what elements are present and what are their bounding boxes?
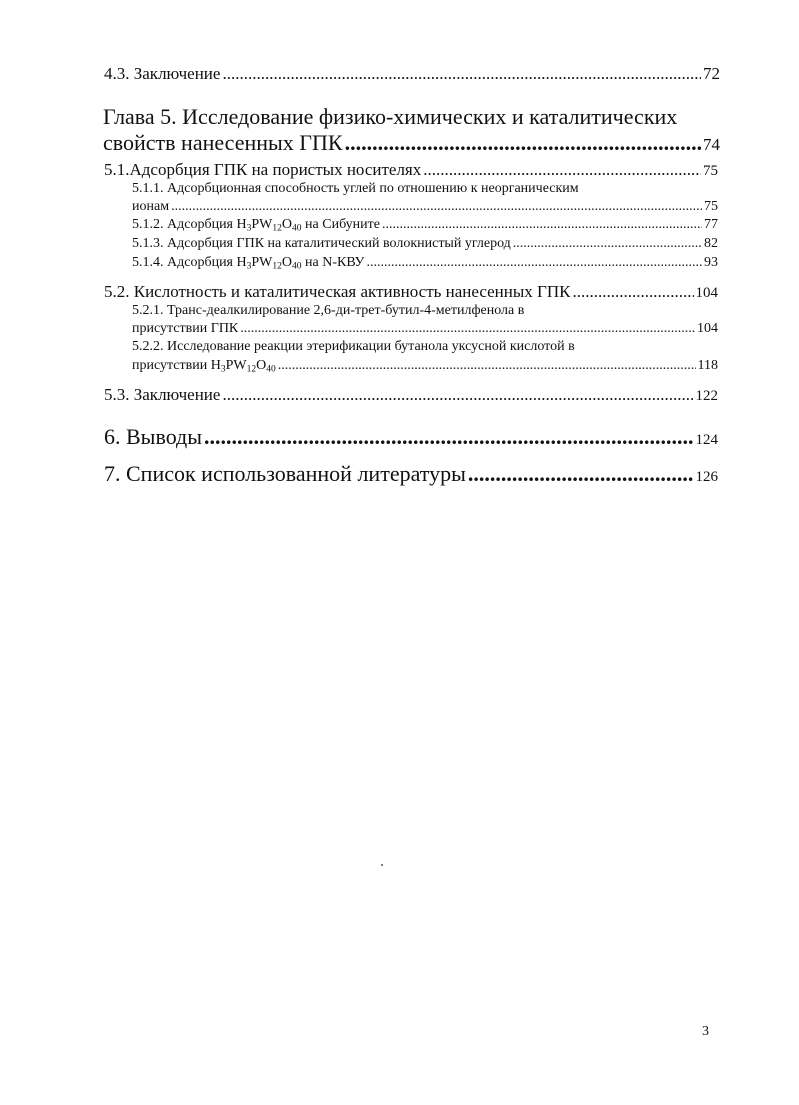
toc-entry-5-1-3 (132, 236, 718, 252)
toc-entry-4-3 (104, 64, 720, 84)
toc-entry-page: 126 (695, 469, 718, 485)
toc-entry-5-3 (104, 385, 718, 405)
toc-entry-title: 5.1.Адсорбция ГПК на пористых носителях (104, 160, 422, 179)
leader-dots (423, 161, 701, 178)
leader-dots (345, 132, 701, 154)
toc-entry-title: 5.1.4. Адсорбция $H_3PW_{12}O_{40}$ на N-КВУ (132, 255, 365, 272)
toc-entry-5-1 (104, 160, 718, 180)
page-number: 3 (702, 1024, 709, 1039)
toc-entry-page: 75 (704, 199, 718, 214)
toc-entry-title: 7. Список использованной литературы (104, 461, 466, 486)
leader-dots (513, 237, 702, 251)
toc-entry-page: 104 (695, 285, 718, 301)
toc-entry-title: ионам (132, 199, 170, 214)
toc-entry-page: 72 (703, 64, 720, 83)
toc-entry-title: 6. Выводы (104, 424, 203, 449)
toc-entry-5-2-1 (132, 321, 718, 337)
toc-entry-7 (104, 461, 718, 487)
leader-dots (278, 359, 696, 373)
toc-chapter-5 (103, 130, 720, 156)
toc-entry-title: присутствии $H_3PW_{12}O_{40}$ (132, 358, 276, 375)
leader-dots (366, 256, 702, 270)
leader-dots (382, 218, 702, 232)
leader-dots (171, 200, 702, 214)
toc-entry-5-1-1-line1: 5.1.1. Адсорбционная способность углей по отношению к неорганическим (132, 181, 579, 196)
toc-entry-page: 118 (697, 358, 718, 373)
toc-entry-page: 75 (703, 163, 718, 179)
toc-entry-5-2-2 (132, 358, 718, 374)
toc-entry-page: 77 (704, 217, 718, 232)
toc-entry-title: присутствии ГПК (132, 321, 239, 336)
toc-entry-title: 5.1.3. Адсорбция ГПК на каталитический волокнистый углерод (132, 236, 511, 251)
toc-entry-title: 4.3. Заключение (104, 64, 221, 83)
toc-entry-title: 5.2. Кислотность и каталитическая активность нанесенных ГПК (104, 282, 571, 301)
toc-chapter-5-title-line1: Глава 5. Исследование физико-химических и каталитических (103, 104, 678, 129)
toc-entry-page: 124 (695, 432, 718, 448)
toc-entry-title: свойств нанесенных ГПК (103, 130, 343, 155)
toc-entry-page: 104 (697, 321, 718, 336)
toc-entry-page: 122 (695, 388, 718, 404)
toc-entry-page: 82 (704, 236, 718, 251)
toc-entry-5-1-1 (132, 199, 718, 215)
leader-dots (572, 283, 693, 300)
leader-dots (222, 65, 701, 82)
scan-speck (381, 864, 383, 866)
leader-dots (204, 426, 693, 448)
toc-entry-title: 5.1.2. Адсорбция $H_3PW_{12}O_{40}$ на Сибуните (132, 217, 380, 234)
toc-entry-5-2-1-line1: 5.2.1. Транс-деалкилирование 2,6-ди-трет-бутил-4-метилфенола в (132, 303, 525, 318)
toc-entry-title: 5.3. Заключение (104, 385, 221, 404)
toc-entry-5-2 (104, 282, 718, 302)
toc-entry-5-1-4 (132, 255, 718, 271)
toc-entry-5-1-2 (132, 217, 718, 233)
toc-entry-page: 93 (704, 255, 718, 270)
leader-dots (468, 463, 694, 485)
leader-dots (240, 322, 695, 336)
toc-entry-6 (104, 424, 718, 450)
toc-entry-5-2-2-line1: 5.2.2. Исследование реакции этерификации бутанола уксусной кислотой в (132, 339, 575, 354)
leader-dots (222, 386, 693, 403)
toc-entry-page: 74 (703, 135, 720, 154)
